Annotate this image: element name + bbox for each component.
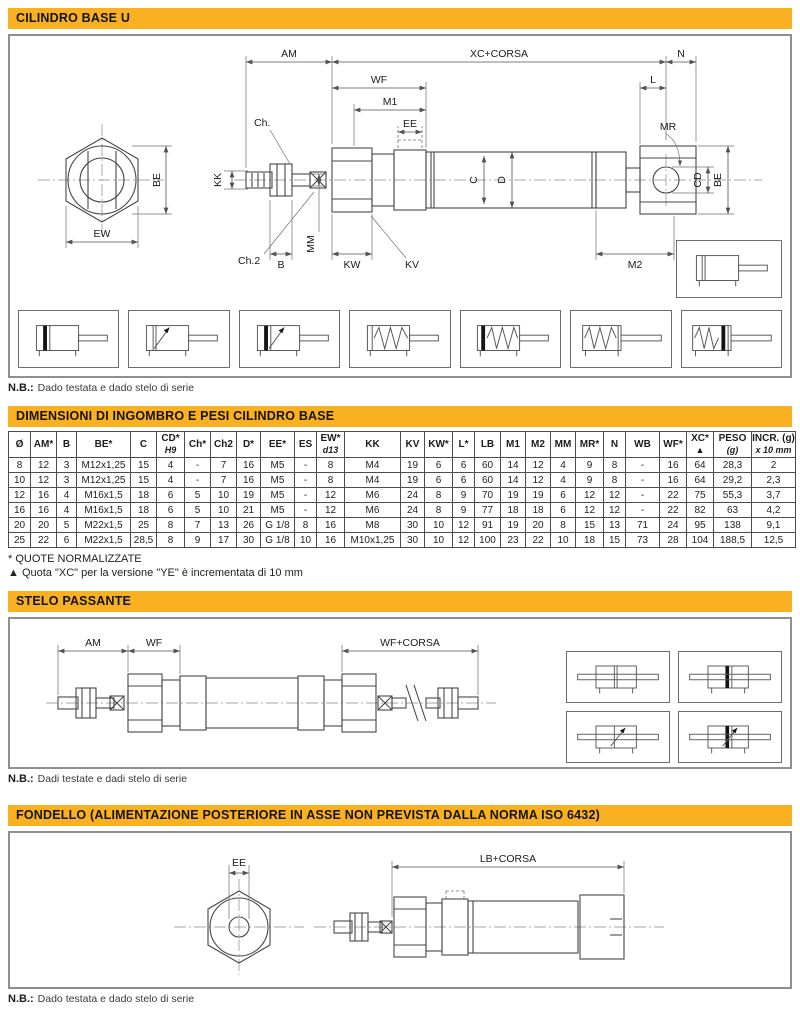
variant-thumbnails-row [18, 310, 782, 368]
variant-thumbnail [18, 310, 119, 368]
table-cell: 8 [604, 473, 626, 488]
table-cell: 3,7 [752, 488, 796, 503]
column-header: LB [475, 432, 501, 458]
table-cell: 4 [157, 473, 185, 488]
table-cell: 7 [185, 518, 211, 533]
table-cell: M5 [261, 503, 295, 518]
table-cell: 26 [237, 518, 261, 533]
column-header: MR* [576, 432, 604, 458]
cylinder-magnetic-rear-spring-icon [685, 316, 777, 362]
column-header: WB [626, 432, 660, 458]
table-cell: 16 [660, 473, 687, 488]
table-cell: 16 [31, 503, 57, 518]
table-cell: 64 [687, 473, 714, 488]
table-cell: 14 [501, 458, 526, 473]
table-cell: 10 [211, 503, 237, 518]
cylinder-basic-icon [683, 246, 775, 292]
table-cell: 8 [317, 473, 345, 488]
table-cell: 4 [551, 473, 576, 488]
table-cell: 19 [401, 473, 425, 488]
table-cell: 10 [425, 533, 453, 548]
table-cell: 30 [237, 533, 261, 548]
table-cell: M16x1,5 [77, 503, 131, 518]
table-cell: 22 [526, 533, 551, 548]
table-cell: 20 [31, 518, 57, 533]
table-cell: 12 [31, 473, 57, 488]
table-cell: 6 [57, 533, 77, 548]
table-cell: 70 [475, 488, 501, 503]
table-cell: - [185, 458, 211, 473]
table-cell: 12 [317, 503, 345, 518]
table-cell: 15 [131, 473, 157, 488]
table-cell: 100 [475, 533, 501, 548]
table-row [9, 488, 796, 503]
section-header-stelo [8, 591, 792, 612]
note-label: N.B.: [8, 382, 34, 394]
table-cell: 28,5 [131, 533, 157, 548]
table-cell: M4 [345, 473, 401, 488]
table-cell: 20 [526, 518, 551, 533]
table-cell: 6 [157, 488, 185, 503]
table-cell: 8 [157, 533, 185, 548]
dim-label-l: L [650, 74, 656, 86]
table-cell: 95 [687, 518, 714, 533]
table-cell: 22 [660, 488, 687, 503]
table-cell: 8 [604, 458, 626, 473]
table-cell: 13 [604, 518, 626, 533]
section-header-cilindro-base [8, 8, 792, 29]
table-cell: M5 [261, 488, 295, 503]
table-cell: 16 [317, 533, 345, 548]
table-cell: 8 [425, 488, 453, 503]
table-cell: 16 [9, 503, 31, 518]
table-cell: 21 [237, 503, 261, 518]
table-cell: 18 [131, 488, 157, 503]
table-cell: M8 [345, 518, 401, 533]
stelo-drawing [40, 621, 510, 765]
table-cell: 4,2 [752, 503, 796, 518]
column-header: C [131, 432, 157, 458]
table-cell: 12 [604, 503, 626, 518]
cylinder-front-spring-icon [354, 316, 446, 362]
column-header: Ch2 [211, 432, 237, 458]
section-title: FONDELLO (ALIMENTAZIONE POSTERIORE IN ASSE NON PREVISTA DALLA NORMA ISO 6432) [16, 808, 600, 822]
table-cell: 4 [551, 458, 576, 473]
table-cell: 71 [626, 518, 660, 533]
column-header: INCR. (g) x 10 mm [752, 432, 796, 458]
variant-thumbnail [349, 310, 450, 368]
table-cell: 25 [131, 518, 157, 533]
table-cell: 91 [475, 518, 501, 533]
table-cell: 16 [237, 473, 261, 488]
table-cell: 8 [295, 518, 317, 533]
table-cell: 8 [9, 458, 31, 473]
table-cell: 12 [317, 488, 345, 503]
dim-label-wf: WF [145, 637, 163, 649]
table-cell: 6 [453, 458, 475, 473]
table-cell: 18 [576, 533, 604, 548]
variant-thumbnail [678, 711, 782, 763]
table-cell: 75 [687, 488, 714, 503]
dim-label-n: N [677, 48, 685, 60]
table-cell: 6 [157, 503, 185, 518]
variant-thumbnail-basic [676, 240, 782, 298]
table-row [9, 503, 796, 518]
table-cell: 18 [131, 503, 157, 518]
table-cell: 2,3 [752, 473, 796, 488]
table-cell: - [295, 488, 317, 503]
table-cell: - [295, 503, 317, 518]
cylinder-magnetic-cushioned-icon [244, 316, 336, 362]
table-cell: 9 [453, 503, 475, 518]
table-cell: 4 [57, 503, 77, 518]
table-cell: 3 [57, 473, 77, 488]
table-cell: 6 [551, 503, 576, 518]
variant-thumbnail [570, 310, 671, 368]
table-cell: 15 [576, 518, 604, 533]
table-cell: 30 [401, 518, 425, 533]
table-cell: 6 [453, 473, 475, 488]
table-header-row [9, 432, 796, 458]
through-rod-magnetic-cushioned-icon [684, 715, 776, 759]
section-title: DIMENSIONI DI INGOMBRO E PESI CILINDRO BASE [16, 409, 335, 423]
through-rod-magnetic-icon [684, 655, 776, 699]
table-cell: 20 [9, 518, 31, 533]
table-cell: 23 [501, 533, 526, 548]
dim-label-ch: Ch. [254, 117, 271, 129]
table-cell: 7 [211, 473, 237, 488]
table-body [9, 458, 796, 548]
table-cell: M10x1,25 [345, 533, 401, 548]
note-stelo: N.B.: Dadi testate e dadi stelo di serie [8, 773, 188, 785]
table-cell: 10 [551, 533, 576, 548]
table-cell: M22x1,5 [77, 518, 131, 533]
table-cell: 104 [687, 533, 714, 548]
table-cell: G 1/8 [261, 518, 295, 533]
through-rod-cushioned-icon [572, 715, 664, 759]
table-cell: M12x1,25 [77, 473, 131, 488]
column-header: WF* [660, 432, 687, 458]
dim-label-xc-corsa: XC+CORSA [469, 48, 529, 60]
column-header: Ø [9, 432, 31, 458]
variant-thumbnail [460, 310, 561, 368]
table-cell: - [295, 458, 317, 473]
dim-label-ee: EE [231, 857, 247, 869]
table-cell: - [626, 473, 660, 488]
table-row [9, 458, 796, 473]
table-cell: 10 [425, 518, 453, 533]
table-cell: 22 [31, 533, 57, 548]
table-cell: 8 [157, 518, 185, 533]
column-header: KK [345, 432, 401, 458]
dimensions-table [8, 431, 796, 548]
table-cell: M6 [345, 488, 401, 503]
table-cell: 16 [237, 458, 261, 473]
table-cell: 28 [660, 533, 687, 548]
table-cell: 10 [295, 533, 317, 548]
dim-label-m1: M1 [382, 96, 398, 108]
table-cell: 9 [576, 458, 604, 473]
table-cell: - [185, 473, 211, 488]
dim-label-cd: CD [692, 172, 704, 188]
column-header: EE* [261, 432, 295, 458]
table-cell: 24 [401, 488, 425, 503]
table-cell: 63 [714, 503, 752, 518]
table-cell: 25 [9, 533, 31, 548]
table-cell: 12 [31, 458, 57, 473]
table-cell: M5 [261, 458, 295, 473]
table-cell: G 1/8 [261, 533, 295, 548]
stelo-panel [8, 617, 792, 769]
table-cell: 60 [475, 473, 501, 488]
table-cell: 19 [401, 458, 425, 473]
note-label: N.B.: [8, 993, 34, 1005]
table-cell: 9 [453, 488, 475, 503]
table-cell: M6 [345, 503, 401, 518]
dim-label-m2: M2 [627, 259, 643, 271]
table-cell: 188,5 [714, 533, 752, 548]
table-cell: 29,2 [714, 473, 752, 488]
variant-thumbnail [128, 310, 229, 368]
table-cell: 16 [660, 458, 687, 473]
variant-thumbnail [239, 310, 340, 368]
column-header: AM* [31, 432, 57, 458]
table-cell: 24 [401, 503, 425, 518]
table-cell: 19 [501, 518, 526, 533]
variant-thumbnail [681, 310, 782, 368]
dim-label-kv: KV [404, 259, 420, 271]
dim-label-ew: EW [93, 228, 111, 240]
fondello-panel [8, 831, 792, 989]
table-cell: 17 [211, 533, 237, 548]
dim-label-mr: MR [659, 121, 677, 133]
dim-label-d: D [496, 176, 508, 184]
table-cell: 6 [425, 473, 453, 488]
dim-label-kw: KW [343, 259, 361, 271]
note-label: N.B.: [8, 773, 34, 785]
table-cell: 8 [551, 518, 576, 533]
section-header-dimensioni [8, 406, 792, 427]
dim-label-b: B [277, 259, 285, 271]
section-header-fondello [8, 805, 792, 826]
table-cell: 3 [57, 458, 77, 473]
table-cell: - [626, 488, 660, 503]
cylinder-magnetic-spring-icon [464, 316, 556, 362]
table-cell: 12,5 [752, 533, 796, 548]
table-cell: 4 [157, 458, 185, 473]
table-cell: M5 [261, 473, 295, 488]
table-cell: 4 [57, 488, 77, 503]
table-cell: 12 [526, 473, 551, 488]
dim-label-wf-corsa: WF+CORSA [380, 637, 440, 649]
table-cell: 77 [475, 503, 501, 518]
column-header: KW* [425, 432, 453, 458]
column-header: EW* d13 [317, 432, 345, 458]
table-cell: 12 [453, 533, 475, 548]
table-cell: 12 [453, 518, 475, 533]
table-cell: 15 [604, 533, 626, 548]
table-cell: 12 [576, 503, 604, 518]
table-cell: 73 [626, 533, 660, 548]
table-cell: 8 [425, 503, 453, 518]
dim-label-wf: WF [370, 74, 388, 86]
table-cell: 18 [526, 503, 551, 518]
table-cell: 5 [185, 503, 211, 518]
table-row [9, 473, 796, 488]
stelo-thumbnails-grid [566, 651, 782, 763]
dim-label-kk: KK [212, 172, 224, 188]
footnote-xc: ▲ Quota "XC" per la versione "YE" è incrementata di 10 mm [8, 567, 303, 579]
section-title: STELO PASSANTE [16, 594, 132, 608]
column-header: N [604, 432, 626, 458]
table-cell: 18 [501, 503, 526, 518]
table-cell: - [295, 473, 317, 488]
table-cell: 6 [425, 458, 453, 473]
table-cell: 19 [501, 488, 526, 503]
cylinder-cushioned-icon [133, 316, 225, 362]
table-cell: 19 [237, 488, 261, 503]
column-header: D* [237, 432, 261, 458]
table-cell: 12 [526, 458, 551, 473]
dim-label-be-left: BE [151, 172, 163, 188]
table-cell: 19 [526, 488, 551, 503]
table-cell: 12 [604, 488, 626, 503]
through-rod-basic-icon [572, 655, 664, 699]
column-header: XC* ▲ [687, 432, 714, 458]
table-cell: 24 [660, 518, 687, 533]
table-cell: 15 [131, 458, 157, 473]
table-cell: 7 [211, 458, 237, 473]
column-header: B [57, 432, 77, 458]
variant-thumbnail [566, 651, 670, 703]
table-cell: 12 [9, 488, 31, 503]
dim-label-am: AM [281, 48, 297, 60]
table-cell: 16 [317, 518, 345, 533]
table-cell: 2 [752, 458, 796, 473]
column-header: M1 [501, 432, 526, 458]
table-cell: 30 [401, 533, 425, 548]
note-fondello: N.B.: Dado testata e dado stelo di serie [8, 993, 195, 1005]
table-cell: 6 [551, 488, 576, 503]
table-cell: 16 [31, 488, 57, 503]
cylinder-rear-spring-icon [575, 316, 667, 362]
table-cell: - [626, 503, 660, 518]
fondello-drawing [14, 835, 784, 985]
table-cell: 9 [576, 473, 604, 488]
table-cell: 64 [687, 458, 714, 473]
table-cell: M12x1,25 [77, 458, 131, 473]
table-cell: 9,1 [752, 518, 796, 533]
column-header: BE* [77, 432, 131, 458]
column-header: MM [551, 432, 576, 458]
cilindro-base-panel [8, 34, 792, 378]
table-cell: 10 [9, 473, 31, 488]
table-cell: 28,3 [714, 458, 752, 473]
table-cell: 10 [211, 488, 237, 503]
table-cell: 138 [714, 518, 752, 533]
table-cell: 13 [211, 518, 237, 533]
dim-label-lb-corsa: LB+CORSA [479, 853, 537, 865]
variant-thumbnail [566, 711, 670, 763]
cilindro-base-drawing [14, 40, 784, 280]
column-header: CD* H9 [157, 432, 185, 458]
table-cell: 12 [576, 488, 604, 503]
column-header: L* [453, 432, 475, 458]
dim-label-be-right: BE [712, 172, 724, 188]
section-title: CILINDRO BASE U [16, 11, 131, 25]
table-cell: 5 [57, 518, 77, 533]
column-header: PESO (g) [714, 432, 752, 458]
table-cell: M4 [345, 458, 401, 473]
footnote-normalized: * QUOTE NORMALIZZATE [8, 553, 142, 565]
dim-label-ch2: Ch.2 [238, 255, 261, 267]
table-cell: - [626, 458, 660, 473]
table-cell: 5 [185, 488, 211, 503]
variant-thumbnail [678, 651, 782, 703]
table-row [9, 518, 796, 533]
cylinder-magnetic-icon [23, 316, 115, 362]
table-cell: M16x1,5 [77, 488, 131, 503]
table-cell: 22 [660, 503, 687, 518]
dim-label-ee: EE [402, 118, 418, 130]
table-row [9, 533, 796, 548]
dim-label-am: AM [85, 637, 101, 649]
table-cell: 14 [501, 473, 526, 488]
dim-label-c: C [468, 176, 480, 184]
column-header: KV [401, 432, 425, 458]
column-header: M2 [526, 432, 551, 458]
table-cell: 82 [687, 503, 714, 518]
dim-label-mm: MM [305, 235, 317, 253]
note-base: N.B.: Dado testata e dado stelo di serie [8, 382, 195, 394]
table-cell: 55,3 [714, 488, 752, 503]
column-header: ES [295, 432, 317, 458]
column-header: Ch* [185, 432, 211, 458]
table-cell: 9 [185, 533, 211, 548]
table-cell: 60 [475, 458, 501, 473]
table-cell: 8 [317, 458, 345, 473]
table-cell: M22x1,5 [77, 533, 131, 548]
